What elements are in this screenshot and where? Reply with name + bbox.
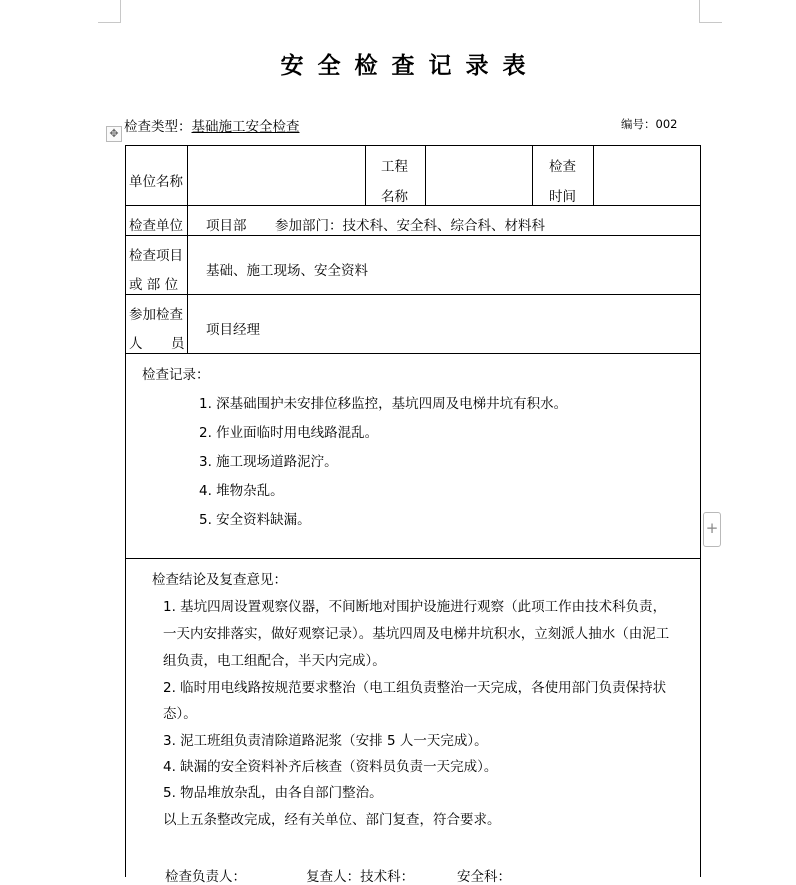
record-item: 2. 作业面临时用电线路混乱。 [199,425,379,441]
unit-name-label: 单位名称 [129,174,183,190]
page-corner-mark-left [98,0,121,23]
page-corner-mark-right [699,0,722,23]
conclusion-line: 1. 基坑四周设置观察仪器，不间断地对围护设施进行观察（此项工作由技术科负责， [163,599,667,615]
check-type-label: 检查类型： [124,119,192,135]
check-type-value: 基础施工安全检查 [191,119,300,135]
project-name-label-2: 名称 [381,189,408,205]
conclusion-line: 组负责，电工组配合，半天内完成）。 [163,653,386,669]
inspection-table [125,145,701,885]
participants-value: 项目经理 [206,322,260,338]
conclusion-line: 2. 临时用电线路按规范要求整治（电工组负责整治一天完成，各使用部门负责保持状 [163,680,667,696]
record-item: 1. 深基础围护未安排位移监控，基坑四周及电梯井坑有积水。 [199,396,568,412]
document-number: 编号：002 [621,117,678,131]
conclusion-line: 态）。 [163,706,197,722]
check-unit-value: 项目部 [206,218,247,234]
conclusion-line: 以上五条整改完成，经有关单位、部门复查，符合要求。 [163,812,501,828]
signature-line: 检查负责人： 复查人：技术科： 安全科： [165,869,511,885]
conclusion-label: 检查结论及复查意见： [152,572,287,588]
participants-label-2a: 人 [129,336,143,352]
record-item: 3. 施工现场道路泥泞。 [199,454,338,470]
project-name-label-1: 工程 [381,159,408,175]
conclusion-line: 4. 缺漏的安全资料补齐后核查（资料员负责一天完成）。 [163,759,498,775]
records-label: 检查记录： [142,367,210,383]
table-move-handle-icon[interactable]: ✥ [106,126,122,142]
participants-label-1: 参加检查 [129,307,183,323]
document-title: 安全检查记录表 [280,52,540,79]
check-type [124,115,300,135]
participating-departments: 参加部门：技术科、安全科、综合科、材料科 [275,218,545,234]
conclusion-line: 5. 物品堆放杂乱，由各自部门整治。 [163,785,383,801]
check-item-label-1: 检查项目 [129,248,183,264]
record-item: 5. 安全资料缺漏。 [199,512,311,528]
check-time-label-2: 时间 [549,189,576,205]
check-unit-label: 检查单位 [129,218,183,234]
participants-label-2b: 员 [171,336,185,352]
check-item-label-2: 或 部 位 [129,277,179,293]
check-item-value: 基础、施工现场、安全资料 [206,263,368,279]
conclusion-line: 3. 泥工班组负责清除道路泥浆（安排 5 人一天完成）。 [163,733,488,749]
conclusion-line: 一天内安排落实，做好观察记录）。基坑四周及电梯井坑积水，立刻派人抽水（由泥工 [163,626,670,642]
record-item: 4. 堆物杂乱。 [199,483,284,499]
add-column-plus-icon[interactable]: + [703,512,721,547]
check-time-label-1: 检查 [549,159,576,175]
